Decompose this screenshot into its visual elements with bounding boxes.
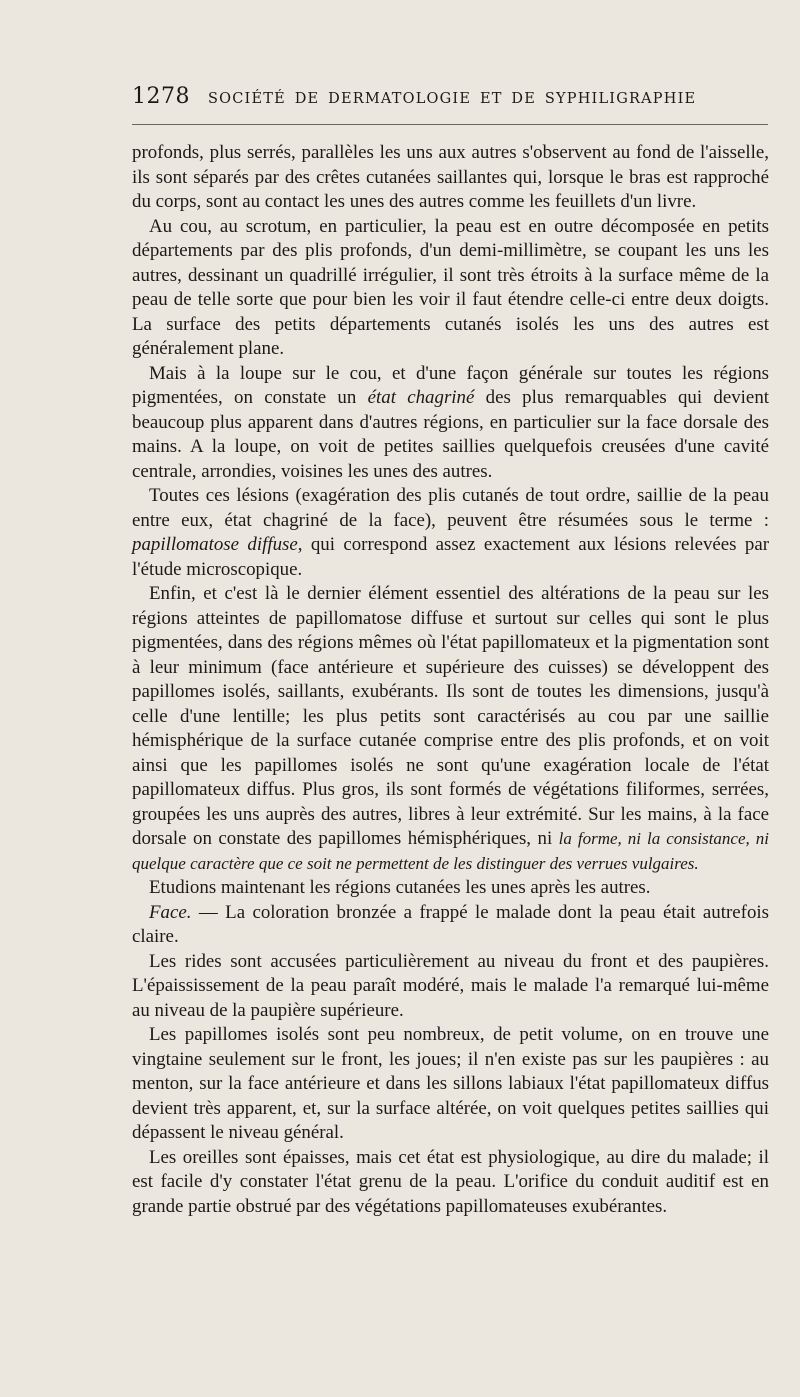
italic-passage: la forme, ni la consistance, ni quelque caractère que ce soit ne permettent de les distinguer des verrues vulgaires. <box>132 829 769 873</box>
paragraph-text: Toutes ces lésions (exagération des plis cutanés de tout ordre, saillie de la peau entre eux, état chagriné de la face), peuvent être résumées sous le terme : <box>132 485 769 531</box>
body-text <box>132 141 769 1219</box>
italic-term: état chagriné <box>367 387 475 408</box>
paragraph-text: , qui correspond assez exactement aux lésions relevées par l'étude microscopique. <box>132 534 770 580</box>
page-number: 1278 <box>132 84 190 109</box>
paragraph-text: Au cou, au scrotum, en particulier, la peau est en outre décomposée en petits départements par des plis profonds, d'un demi-millimètre, se coupant les uns les autres, dessinant un quadrillé irrégulier, il sont très étroits à la surface même de la peau de telle sorte que pour bien les voir il faut étendre celle-ci entre deux doigts. La surface des petits départements cutanés isolés les uns des autres est généralement plane. <box>132 215 769 359</box>
paragraph <box>132 362 769 485</box>
paragraph <box>132 1146 769 1220</box>
paragraph <box>132 876 769 901</box>
section-label: Face. <box>149 901 192 923</box>
paragraph-text: Les papillomes isolés sont peu nombreux, de petit volume, on en trouve une vingtaine seulement sur le front, les joues; il n'en existe pas sur les paupières : au menton, sur la face antérieure et dans les sillons labiaux l'état papillomateux diffus devient très apparent, et, sur la surface altérée, on voit quelques petites saillies qui dépassent le niveau général. <box>132 1024 769 1143</box>
paragraph-text: Etudions maintenant les régions cutanées les unes après les autres. <box>149 877 651 898</box>
paragraph <box>132 215 769 362</box>
paragraph <box>132 950 769 1024</box>
paragraph-text: des plus remarquables qui devient beaucoup plus apparent dans d'autres régions, en particulier sur la face dorsale des mains. A la loupe, on voit de petites saillies quelquefois creusées d'une cavité centrale, arrondies, voisines les unes des autres. <box>132 387 770 482</box>
paragraph <box>132 1023 769 1146</box>
page-header <box>132 84 770 112</box>
paragraph-text: — La coloration bronzée a frappé le malade dont la peau était autrefois claire. <box>132 901 769 947</box>
header-rule <box>132 124 768 125</box>
italic-term: papillomatose diffuse <box>132 534 298 555</box>
paragraph-text: Enfin, et c'est là le dernier élément essentiel des altérations de la peau sur les régions atteintes de papillomatose diffuse et surtout sur celles qui sont le plus pigmentées, dans des régions mêmes où l'état papillomateux et la pigmentation sont à leur minimum (face antérieure et supérieure des cuisses) se développent des papillomes isolés, saillants, exubérants. Ils sont de toutes les dimensions, jusqu'à celle d'une lentille; les plus petits sont caractérisés au cou par une saillie hémisphérique de la surface cutanée comprise entre des plis profonds, et on voit ainsi que les papillomes isolés ne sont qu'une exagération locale de l'état papillomateux diffus. Plus gros, ils sont formés de végétations filiformes, serrées, groupées les uns auprès des autres, libres à leur extrémité. Sur les mains, à la face dorsale on constate des papillomes hémisphériques, ni <box>132 583 769 849</box>
paragraph <box>132 582 769 876</box>
running-title: SOCIÉTÉ DE DERMATOLOGIE ET DE SYPHILIGRAPHIE <box>208 91 697 107</box>
paragraph <box>132 141 769 215</box>
paragraph-text: Les oreilles sont épaisses, mais cet état est physiologique, au dire du malade; il est facile d'y constater l'état grenu de la peau. L'orifice du conduit auditif est en grande partie obstrué par des végétations papillomateuses exubérantes. <box>132 1146 769 1217</box>
paragraph-text: profonds, plus serrés, parallèles les uns aux autres s'observent au fond de l'aisselle, ils sont séparés par des crêtes cutanées saillantes qui, lorsque le bras est rapproché du corps, sont au contact les unes des autres comme les feuillets d'un livre. <box>132 142 769 212</box>
paragraph-text: Les rides sont accusées particulièrement au niveau du front et des paupières. L'épaississement de la peau paraît modéré, mais le malade l'a remarqué lui-même au niveau de la paupière supérieure. <box>132 950 769 1021</box>
paragraph <box>132 484 769 582</box>
paragraph <box>132 901 769 950</box>
paragraph-text: Mais à la loupe sur le cou, et d'une façon générale sur toutes les régions pigmentées, on constate un <box>132 362 769 408</box>
